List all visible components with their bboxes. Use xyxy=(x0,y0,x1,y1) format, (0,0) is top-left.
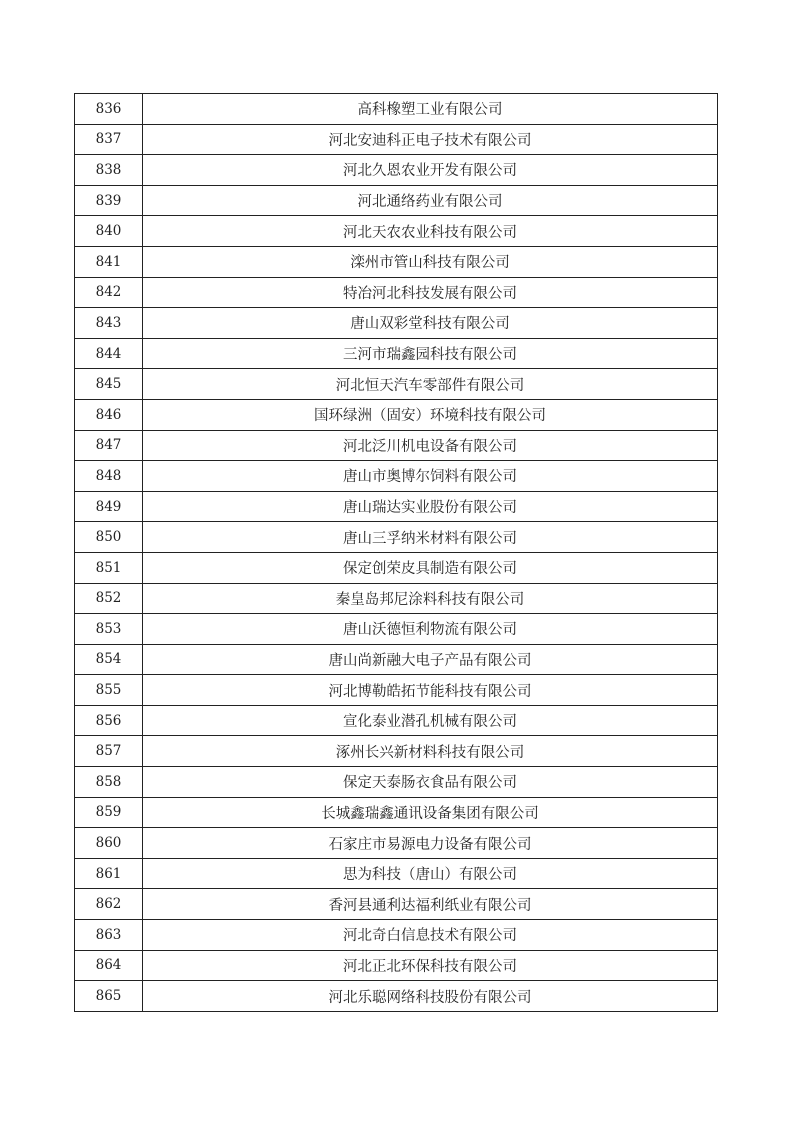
row-number: 840 xyxy=(75,216,143,247)
row-number: 853 xyxy=(75,614,143,645)
row-number: 849 xyxy=(75,491,143,522)
company-name: 石家庄市易源电力设备有限公司 xyxy=(143,828,718,859)
company-name: 河北通络药业有限公司 xyxy=(143,185,718,216)
row-number: 843 xyxy=(75,308,143,339)
row-number: 860 xyxy=(75,828,143,859)
table-row xyxy=(75,430,718,461)
company-name: 河北正北环保科技有限公司 xyxy=(143,950,718,981)
row-number: 858 xyxy=(75,767,143,798)
table-row xyxy=(75,644,718,675)
company-name: 宣化泰业潜孔机械有限公司 xyxy=(143,705,718,736)
table-row xyxy=(75,155,718,186)
table-row xyxy=(75,216,718,247)
company-name: 唐山尚新融大电子产品有限公司 xyxy=(143,644,718,675)
company-list-table xyxy=(74,93,718,1012)
table-row xyxy=(75,338,718,369)
row-number: 859 xyxy=(75,797,143,828)
table-row xyxy=(75,491,718,522)
company-name: 唐山沃德恒利物流有限公司 xyxy=(143,614,718,645)
table-row xyxy=(75,246,718,277)
company-name: 思为科技（唐山）有限公司 xyxy=(143,858,718,889)
table-row xyxy=(75,308,718,339)
row-number: 847 xyxy=(75,430,143,461)
table-row xyxy=(75,767,718,798)
row-number: 836 xyxy=(75,94,143,125)
row-number: 844 xyxy=(75,338,143,369)
company-name: 河北天农农业科技有限公司 xyxy=(143,216,718,247)
company-name: 涿州长兴新材料科技有限公司 xyxy=(143,736,718,767)
company-name: 国环绿洲（固安）环境科技有限公司 xyxy=(143,399,718,430)
row-number: 837 xyxy=(75,124,143,155)
company-name: 滦州市管山科技有限公司 xyxy=(143,246,718,277)
company-name: 三河市瑞鑫园科技有限公司 xyxy=(143,338,718,369)
company-name: 河北安迪科正电子技术有限公司 xyxy=(143,124,718,155)
row-number: 852 xyxy=(75,583,143,614)
table-row xyxy=(75,461,718,492)
table-row xyxy=(75,277,718,308)
row-number: 862 xyxy=(75,889,143,920)
table-row xyxy=(75,981,718,1012)
table-row xyxy=(75,828,718,859)
table-row xyxy=(75,94,718,125)
table-row xyxy=(75,583,718,614)
company-name: 河北奇白信息技术有限公司 xyxy=(143,920,718,951)
company-name: 保定天泰肠衣食品有限公司 xyxy=(143,767,718,798)
company-name: 香河县通利达福利纸业有限公司 xyxy=(143,889,718,920)
row-number: 851 xyxy=(75,552,143,583)
table-row xyxy=(75,950,718,981)
row-number: 856 xyxy=(75,705,143,736)
company-name: 唐山市奥博尔饲料有限公司 xyxy=(143,461,718,492)
table-row xyxy=(75,552,718,583)
row-number: 841 xyxy=(75,246,143,277)
row-number: 857 xyxy=(75,736,143,767)
company-name: 河北博勒皓拓节能科技有限公司 xyxy=(143,675,718,706)
table-row xyxy=(75,736,718,767)
row-number: 846 xyxy=(75,399,143,430)
row-number: 855 xyxy=(75,675,143,706)
row-number: 864 xyxy=(75,950,143,981)
row-number: 838 xyxy=(75,155,143,186)
company-name: 保定创荣皮具制造有限公司 xyxy=(143,552,718,583)
company-name: 唐山双彩堂科技有限公司 xyxy=(143,308,718,339)
table-row xyxy=(75,522,718,553)
company-name: 唐山瑞达实业股份有限公司 xyxy=(143,491,718,522)
company-name: 特冶河北科技发展有限公司 xyxy=(143,277,718,308)
table-row xyxy=(75,124,718,155)
row-number: 854 xyxy=(75,644,143,675)
row-number: 848 xyxy=(75,461,143,492)
table-row xyxy=(75,858,718,889)
company-name: 河北久恩农业开发有限公司 xyxy=(143,155,718,186)
company-name: 河北恒天汽车零部件有限公司 xyxy=(143,369,718,400)
row-number: 842 xyxy=(75,277,143,308)
table-row xyxy=(75,369,718,400)
table-row xyxy=(75,920,718,951)
company-name: 秦皇岛邦尼涂料科技有限公司 xyxy=(143,583,718,614)
company-name: 长城鑫瑞鑫通讯设备集团有限公司 xyxy=(143,797,718,828)
table-row xyxy=(75,675,718,706)
row-number: 861 xyxy=(75,858,143,889)
company-name: 河北乐聪网络科技股份有限公司 xyxy=(143,981,718,1012)
row-number: 865 xyxy=(75,981,143,1012)
company-name: 河北泛川机电设备有限公司 xyxy=(143,430,718,461)
table-row xyxy=(75,185,718,216)
table-row xyxy=(75,889,718,920)
company-name: 高科橡塑工业有限公司 xyxy=(143,94,718,125)
table-row xyxy=(75,399,718,430)
table-row xyxy=(75,614,718,645)
company-name: 唐山三孚纳米材料有限公司 xyxy=(143,522,718,553)
row-number: 850 xyxy=(75,522,143,553)
table-row xyxy=(75,705,718,736)
row-number: 839 xyxy=(75,185,143,216)
table-row xyxy=(75,797,718,828)
row-number: 863 xyxy=(75,920,143,951)
row-number: 845 xyxy=(75,369,143,400)
